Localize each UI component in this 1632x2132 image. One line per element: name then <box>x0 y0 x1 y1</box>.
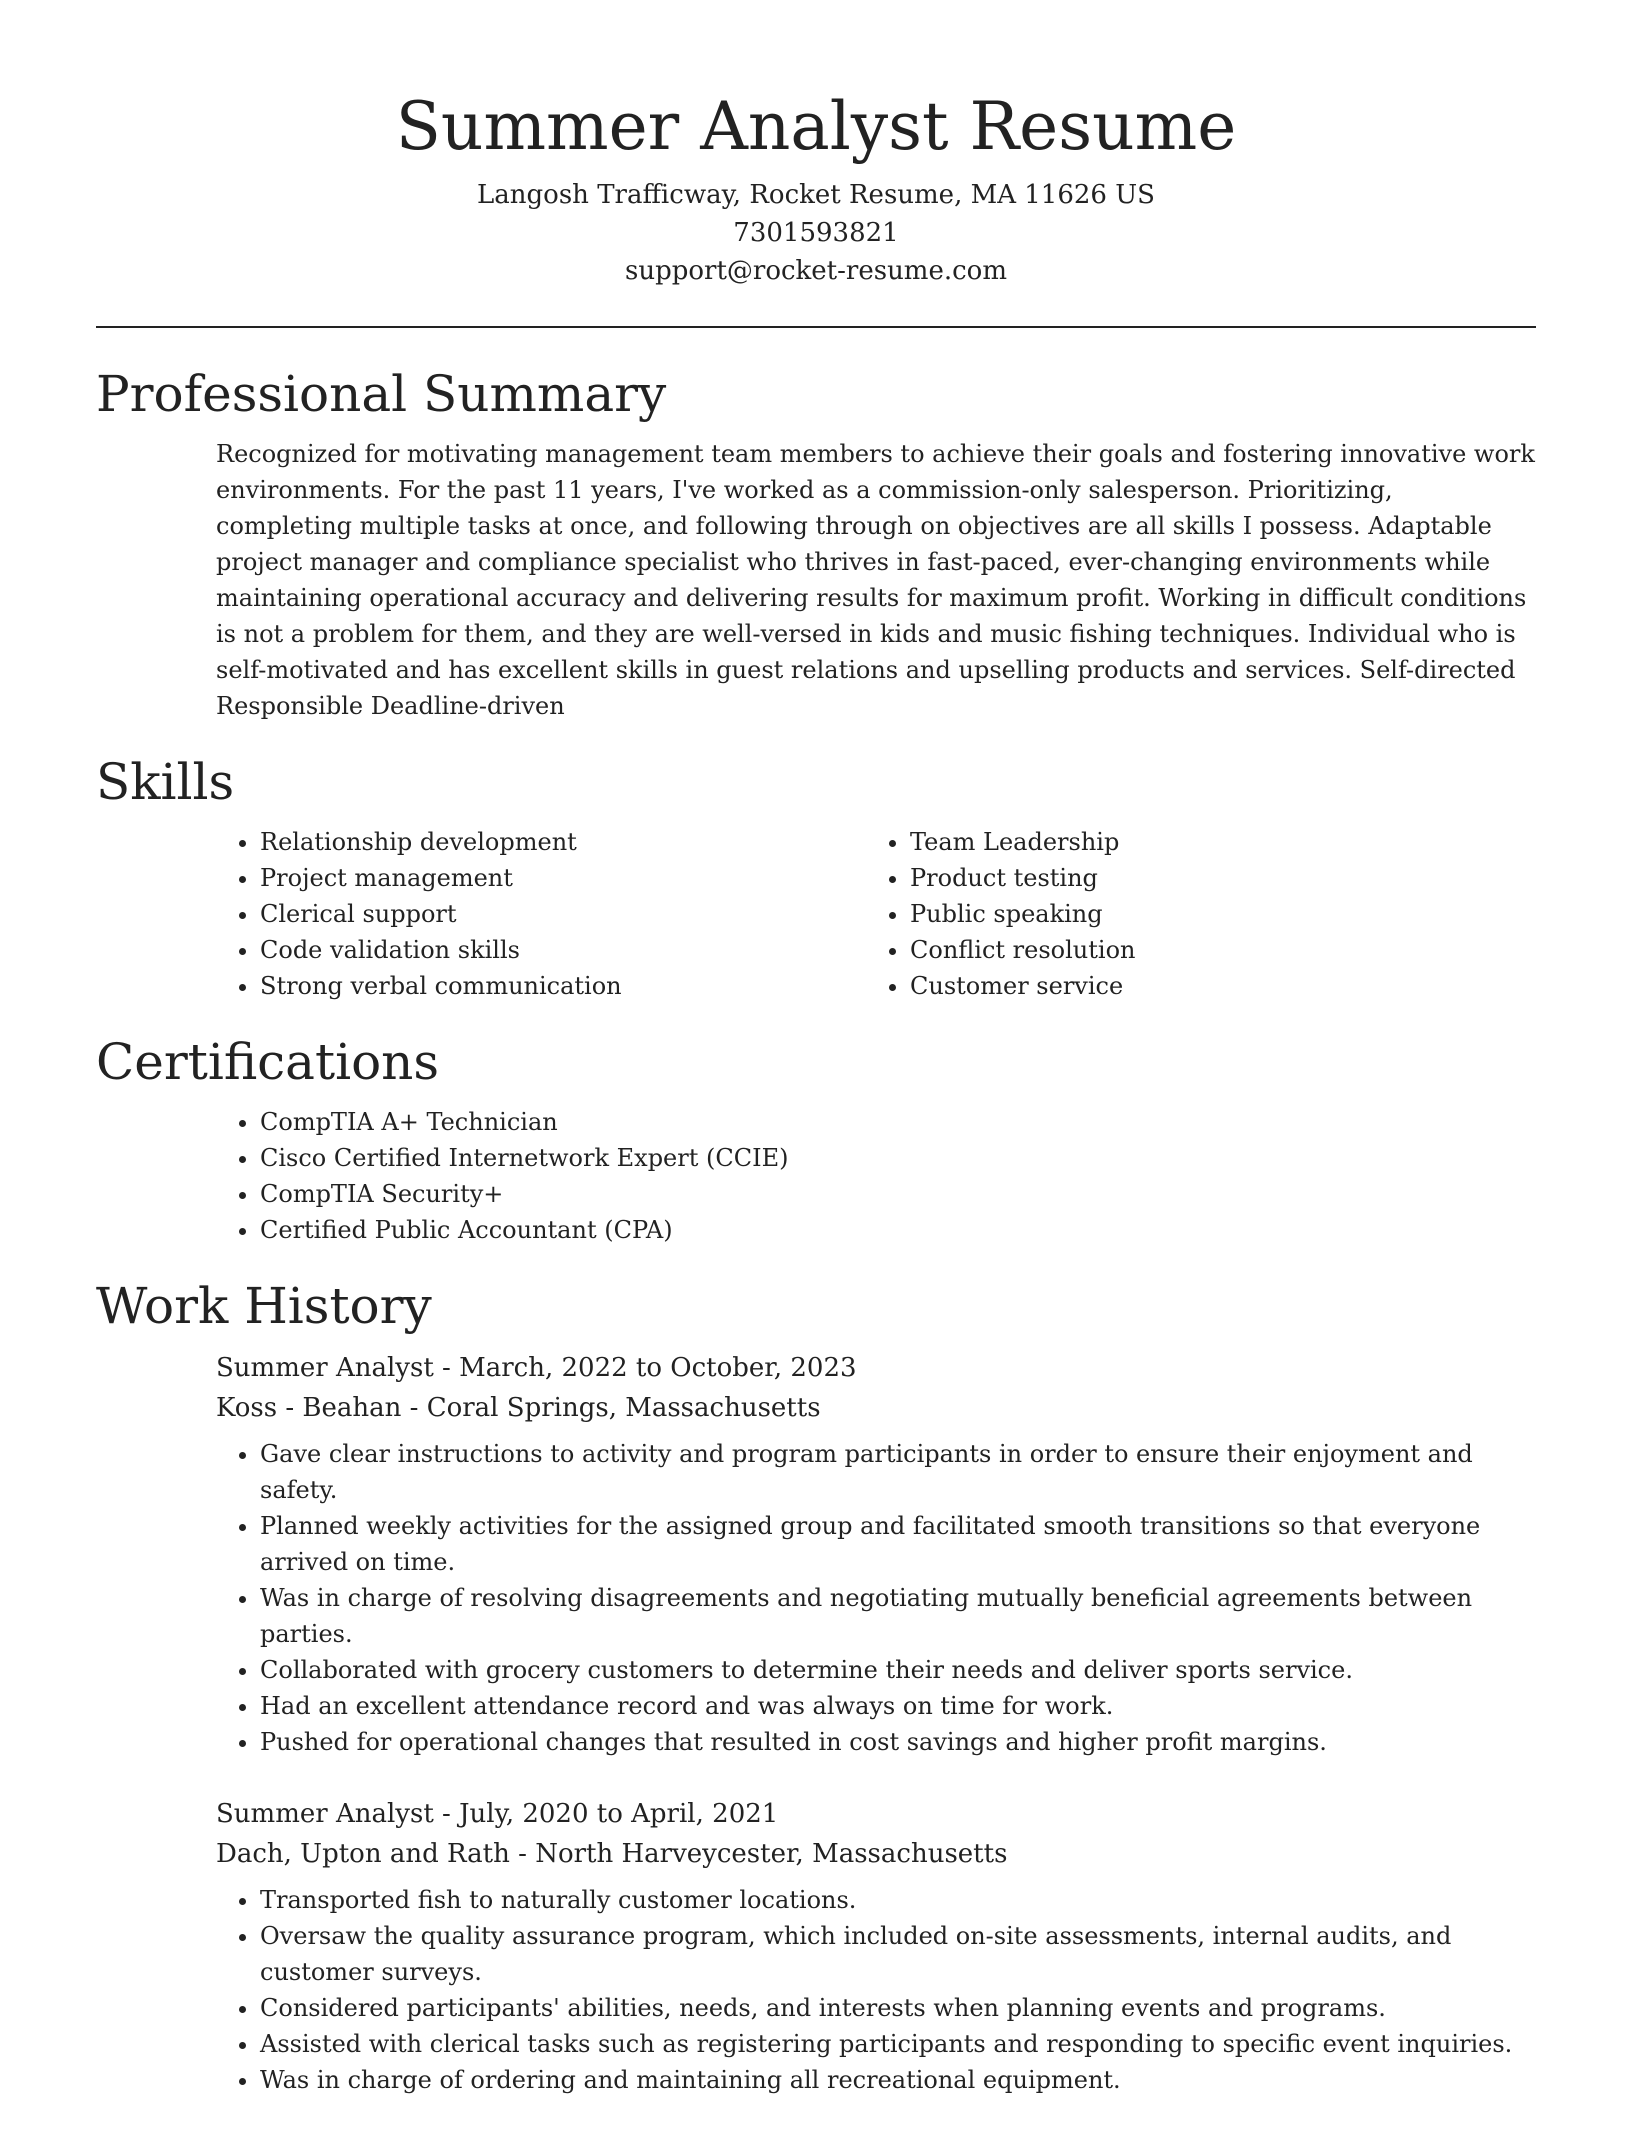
job-title-line: Summer Analyst - March, 2022 to October, 2023 <box>216 1353 857 1383</box>
skills-section <box>96 750 1536 1004</box>
contact-phone: 7301593821 <box>733 218 899 248</box>
skills-column-left <box>216 824 866 1004</box>
skills-list <box>216 824 1536 1004</box>
skill-item: • Product testing <box>910 860 1516 896</box>
skill-item: • Public speaking <box>910 896 1516 932</box>
job-entry <box>216 1348 1536 1760</box>
certification-item: • CompTIA A+ Technician <box>260 1104 1536 1140</box>
certification-item: • CompTIA Security+ <box>260 1176 1536 1212</box>
job-company-line: Koss - Beahan - Coral Springs, Massachusetts <box>216 1393 821 1423</box>
job-company-line: Dach, Upton and Rath - North Harveycester, Massachusetts <box>216 1839 1008 1869</box>
summary-heading: Professional Summary <box>96 365 667 423</box>
job-duty: • Pushed for operational changes that resulted in cost savings and higher profit margins. <box>260 1724 1536 1760</box>
work-history-section <box>96 1274 1536 2098</box>
resume-page <box>96 0 1536 2132</box>
certification-item: • Cisco Certified Internetwork Expert (CCIE) <box>260 1140 1536 1176</box>
job-duty: • Assisted with clerical tasks such as registering participants and responding to specific event inquiries. <box>260 2026 1536 2062</box>
summary-text: Recognized for motivating management team members to achieve their goals and fostering innovative work environments. For the past 11 years, I've worked as a commission-only salesperson. Prioritizing, completing multiple tasks at once, and following through on objectives are all skills I possess. Adaptable project manager and compliance specialist who thrives in fast-paced, ever-changing environments while maintaining operational accuracy and delivering results for maximum profit. Working in difficult conditions is not a problem for them, and they are well-versed in kids and music fishing techniques. Individual who is self-motivated and has excellent skills in guest relations and upselling products and services. Self-directed Responsible Deadline-driven <box>216 440 1535 720</box>
certifications-heading: Certifications <box>96 1033 440 1091</box>
job-duty: • Planned weekly activities for the assigned group and facilitated smooth transitions so that everyone arrived on time. <box>260 1508 1536 1580</box>
skill-item: • Project management <box>260 860 866 896</box>
resume-header <box>96 0 1536 290</box>
job-title-line: Summer Analyst - July, 2020 to April, 2021 <box>216 1799 779 1829</box>
contact-address: Langosh Trafficway, Rocket Resume, MA 11626 US <box>477 180 1155 210</box>
resume-title: Summer Analyst Resume <box>395 88 1237 165</box>
skill-item: • Strong verbal communication <box>260 968 866 1004</box>
contact-email[interactable]: support@rocket-resume.com <box>624 256 1007 286</box>
certifications-section <box>96 1030 1536 1248</box>
skill-item: • Code validation skills <box>260 932 866 968</box>
skill-item: • Customer service <box>910 968 1516 1004</box>
work-history-heading: Work History <box>96 1277 432 1335</box>
job-duty: • Transported fish to naturally customer locations. <box>260 1882 1536 1918</box>
skill-item: • Relationship development <box>260 824 866 860</box>
job-dates: March, 2022 to October, 2023 <box>459 1353 857 1383</box>
job-duty: • Was in charge of ordering and maintaining all recreational equipment. <box>260 2062 1536 2098</box>
skill-item: • Conflict resolution <box>910 932 1516 968</box>
job-duties-list <box>216 1436 1536 1760</box>
skill-item: • Team Leadership <box>910 824 1516 860</box>
skills-heading: Skills <box>96 753 235 811</box>
job-duty: • Was in charge of resolving disagreements and negotiating mutually beneficial agreements between parties. <box>260 1580 1536 1652</box>
contact-info <box>96 176 1536 290</box>
job-location: North Harveycester, Massachusetts <box>535 1839 1008 1869</box>
job-dates: July, 2020 to April, 2021 <box>459 1799 779 1829</box>
certification-item: • Certified Public Accountant (CPA) <box>260 1212 1536 1248</box>
job-company: Dach, Upton and Rath <box>216 1839 510 1869</box>
job-company: Koss - Beahan <box>216 1393 402 1423</box>
certifications-list <box>216 1104 1536 1248</box>
job-duties-list <box>216 1882 1536 2098</box>
job-duty: • Had an excellent attendance record and was always on time for work. <box>260 1688 1536 1724</box>
job-location: Coral Springs, Massachusetts <box>426 1393 821 1423</box>
job-duty: • Collaborated with grocery customers to determine their needs and deliver sports service. <box>260 1652 1536 1688</box>
header-divider <box>96 326 1536 328</box>
summary-section <box>96 362 1536 724</box>
job-entry <box>216 1794 1536 2098</box>
job-duty: • Gave clear instructions to activity and program participants in order to ensure their enjoyment and safety. <box>260 1436 1536 1508</box>
job-title: Summer Analyst <box>216 1799 434 1829</box>
job-duty: • Considered participants' abilities, needs, and interests when planning events and programs. <box>260 1990 1536 2026</box>
job-title: Summer Analyst <box>216 1353 434 1383</box>
job-duty: • Oversaw the quality assurance program, which included on-site assessments, internal audits, and customer surveys. <box>260 1918 1536 1990</box>
skill-item: • Clerical support <box>260 896 866 932</box>
skills-column-right <box>866 824 1516 1004</box>
